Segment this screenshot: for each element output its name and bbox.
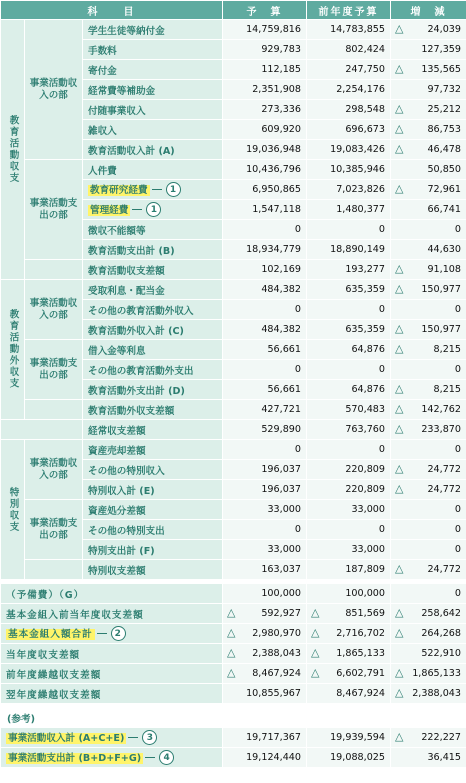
diff-value: △ 24,772 (391, 480, 466, 500)
prev-value: △ 851,569 (307, 604, 391, 624)
expense-section: 事業活動支出の部 (25, 160, 83, 260)
row-label: その他の教育活動外支出 (83, 360, 223, 380)
summary-label: 基本金組入前当年度収支差額 (1, 604, 223, 624)
budget-value: 18,934,779 (223, 240, 307, 260)
row-label: 教育活動支出計 (B) (83, 240, 223, 260)
budget-value: 100,000 (223, 584, 307, 604)
prev-value: 7,023,826 (307, 180, 391, 200)
row-label: 手数料 (83, 40, 223, 60)
diff-value: 0 (391, 520, 466, 540)
row-label: 教育活動外収入計 (C) (83, 320, 223, 340)
prev-value: 635,359 (307, 280, 391, 300)
budget-value: △ 592,927 (223, 604, 307, 624)
prev-value: 696,673 (307, 120, 391, 140)
budget-value: 196,037 (223, 480, 307, 500)
income-section: 事業活動収入の部 (25, 280, 83, 340)
diff-value: △ 264,268 (391, 624, 466, 644)
group-kyoiku: 教育活動収支 (1, 20, 25, 280)
prev-value: 763,760 (307, 420, 391, 440)
diff-value: △ 25,212 (391, 100, 466, 120)
row-label: 徴収不能額等 (83, 220, 223, 240)
budget-value: 10,855,967 (223, 684, 307, 704)
expense-section: 事業活動支出の部 (25, 340, 83, 400)
reference-title: (参考) (1, 708, 466, 728)
diff-value: △ 72,961 (391, 180, 466, 200)
prev-value: 635,359 (307, 320, 391, 340)
row-label: 管理経費 1 (83, 200, 223, 220)
prev-value: 2,254,176 (307, 80, 391, 100)
prev-value: 8,467,924 (307, 684, 391, 704)
budget-value: △ 8,467,924 (223, 664, 307, 684)
prev-value: 802,424 (307, 40, 391, 60)
budget-value: 0 (223, 520, 307, 540)
header-row (1, 1, 466, 20)
budget-value: 0 (223, 220, 307, 240)
budget-value: 112,185 (223, 60, 307, 80)
note-marker-3: 3 (142, 730, 157, 745)
header-diff: 増 減 (391, 1, 466, 20)
budget-value: 2,351,908 (223, 80, 307, 100)
header-prev-budget: 前年度予算 (307, 1, 391, 20)
row-label: その他の教育活動外収入 (83, 300, 223, 320)
prev-value: 19,083,426 (307, 140, 391, 160)
diff-value: 522,910 (391, 644, 466, 664)
row-label: 経常費等補助金 (83, 80, 223, 100)
budget-value: 14,759,816 (223, 20, 307, 40)
diff-value: △ 91,108 (391, 260, 466, 280)
prev-value: 18,890,149 (307, 240, 391, 260)
budget-value: 19,717,367 (223, 728, 307, 748)
diff-value: 0 (391, 440, 466, 460)
budget-value: 609,920 (223, 120, 307, 140)
row-label: 特別収支差額 (83, 560, 223, 580)
budget-value: 0 (223, 300, 307, 320)
diff-value: △ 24,772 (391, 460, 466, 480)
prev-value: 570,483 (307, 400, 391, 420)
row-label: 教育活動外支出計 (D) (83, 380, 223, 400)
note-marker-1: 1 (166, 182, 181, 197)
diff-value: △ 222,227 (391, 728, 466, 748)
diff-value: △ 8,215 (391, 380, 466, 400)
prev-value: 64,876 (307, 340, 391, 360)
row-label: 学生生徒等納付金 (83, 20, 223, 40)
note-marker-1: 1 (146, 202, 161, 217)
prev-value: 100,000 (307, 584, 391, 604)
prev-value: 64,876 (307, 380, 391, 400)
header-item: 科 目 (1, 1, 223, 20)
row-label: その他の特別支出 (83, 520, 223, 540)
diff-value: 0 (391, 584, 466, 604)
budget-value: 56,661 (223, 380, 307, 400)
diff-value: △ 86,753 (391, 120, 466, 140)
budget-value: 102,169 (223, 260, 307, 280)
budget-value: 56,661 (223, 340, 307, 360)
diff-value: △ 24,039 (391, 20, 466, 40)
row-label: 付随事業収入 (83, 100, 223, 120)
budget-value: 484,382 (223, 320, 307, 340)
row-label: 教育活動収入計 (A) (83, 140, 223, 160)
summary-label: （予備費）（G） (1, 584, 223, 604)
budget-value: 0 (223, 360, 307, 380)
prev-value: 298,548 (307, 100, 391, 120)
row-label: 特別支出計 (F) (83, 540, 223, 560)
prev-value: △ 2,716,702 (307, 624, 391, 644)
row-label: 人件費 (83, 160, 223, 180)
prev-value: 187,809 (307, 560, 391, 580)
budget-value: 273,336 (223, 100, 307, 120)
row-label: 借入金等利息 (83, 340, 223, 360)
prev-value: 1,480,377 (307, 200, 391, 220)
summary-label: 基本金組入額合計 2 (1, 624, 223, 644)
row-label: 受取利息・配当金 (83, 280, 223, 300)
budget-value: 33,000 (223, 500, 307, 520)
row-label: 教育活動収支差額 (83, 260, 223, 280)
diff-value: △ 142,762 (391, 400, 466, 420)
note-marker-2: 2 (111, 626, 126, 641)
budget-value: 19,124,440 (223, 748, 307, 768)
prev-value: 19,088,025 (307, 748, 391, 768)
budget-value: 10,436,796 (223, 160, 307, 180)
note-marker-4: 4 (159, 750, 174, 765)
prev-value: 0 (307, 360, 391, 380)
diff-value: 0 (391, 540, 466, 560)
diff-value: △ 46,478 (391, 140, 466, 160)
prev-value: 0 (307, 520, 391, 540)
income-section: 事業活動収入の部 (25, 20, 83, 160)
reference-label: 事業活動収入計 (A+C+E) 3 (1, 728, 223, 748)
header-budget: 予 算 (223, 1, 307, 20)
budget-value: △ 2,980,970 (223, 624, 307, 644)
prev-value: 33,000 (307, 540, 391, 560)
diff-value: 97,732 (391, 80, 466, 100)
prev-value: 19,939,594 (307, 728, 391, 748)
budget-value: 33,000 (223, 540, 307, 560)
diff-value: 66,741 (391, 200, 466, 220)
budget-value: 196,037 (223, 460, 307, 480)
row-label: 経常収支差額 (83, 420, 223, 440)
diff-value: △ 2,388,043 (391, 684, 466, 704)
budget-value: 0 (223, 440, 307, 460)
prev-value: 193,277 (307, 260, 391, 280)
group-tokubetsu: 特別収支 (1, 440, 25, 580)
budget-value: 484,382 (223, 280, 307, 300)
row-label: 教育研究経費 1 (83, 180, 223, 200)
budget-value: 427,721 (223, 400, 307, 420)
summary-label: 翌年度繰越収支差額 (1, 684, 223, 704)
diff-value: △ 150,977 (391, 320, 466, 340)
diff-value: 127,359 (391, 40, 466, 60)
row-label: その他の特別収入 (83, 460, 223, 480)
prev-value: 0 (307, 220, 391, 240)
budget-value: 6,950,865 (223, 180, 307, 200)
diff-value: 0 (391, 220, 466, 240)
diff-value: △ 150,977 (391, 280, 466, 300)
prev-value: 0 (307, 440, 391, 460)
prev-value: △ 6,602,791 (307, 664, 391, 684)
budget-value: 529,890 (223, 420, 307, 440)
diff-value: 36,415 (391, 748, 466, 768)
diff-value: △ 1,865,133 (391, 664, 466, 684)
budget-value: 1,547,118 (223, 200, 307, 220)
row-label: 雑収入 (83, 120, 223, 140)
diff-value: 44,630 (391, 240, 466, 260)
prev-value: 10,385,946 (307, 160, 391, 180)
income-section: 事業活動収入の部 (25, 440, 83, 500)
row-label: 資産処分差額 (83, 500, 223, 520)
summary-label: 前年度繰越収支差額 (1, 664, 223, 684)
expense-section: 事業活動支出の部 (25, 500, 83, 560)
budget-value: △ 2,388,043 (223, 644, 307, 664)
diff-value: △ 233,870 (391, 420, 466, 440)
prev-value: 220,809 (307, 460, 391, 480)
diff-value: △ 258,642 (391, 604, 466, 624)
reference-label: 事業活動支出計 (B+D+F+G) 4 (1, 748, 223, 768)
budget-value: 19,036,948 (223, 140, 307, 160)
summary-label: 当年度収支差額 (1, 644, 223, 664)
diff-value: 0 (391, 360, 466, 380)
group-kyoiku-gai: 教育活動外収支 (1, 280, 25, 420)
diff-value: △ 24,772 (391, 560, 466, 580)
prev-value: 33,000 (307, 500, 391, 520)
prev-value: 0 (307, 300, 391, 320)
prev-value: 220,809 (307, 480, 391, 500)
row-label: 特別収入計 (E) (83, 480, 223, 500)
row-label: 資産売却差額 (83, 440, 223, 460)
diff-value: 0 (391, 500, 466, 520)
budget-value: 929,783 (223, 40, 307, 60)
budget-value: 163,037 (223, 560, 307, 580)
row-label: 寄付金 (83, 60, 223, 80)
row-label: 教育活動外収支差額 (83, 400, 223, 420)
diff-value: 50,850 (391, 160, 466, 180)
diff-value: △ 135,565 (391, 60, 466, 80)
prev-value: 14,783,855 (307, 20, 391, 40)
diff-value: △ 8,215 (391, 340, 466, 360)
prev-value: 247,750 (307, 60, 391, 80)
prev-value: △ 1,865,133 (307, 644, 391, 664)
diff-value: 0 (391, 300, 466, 320)
